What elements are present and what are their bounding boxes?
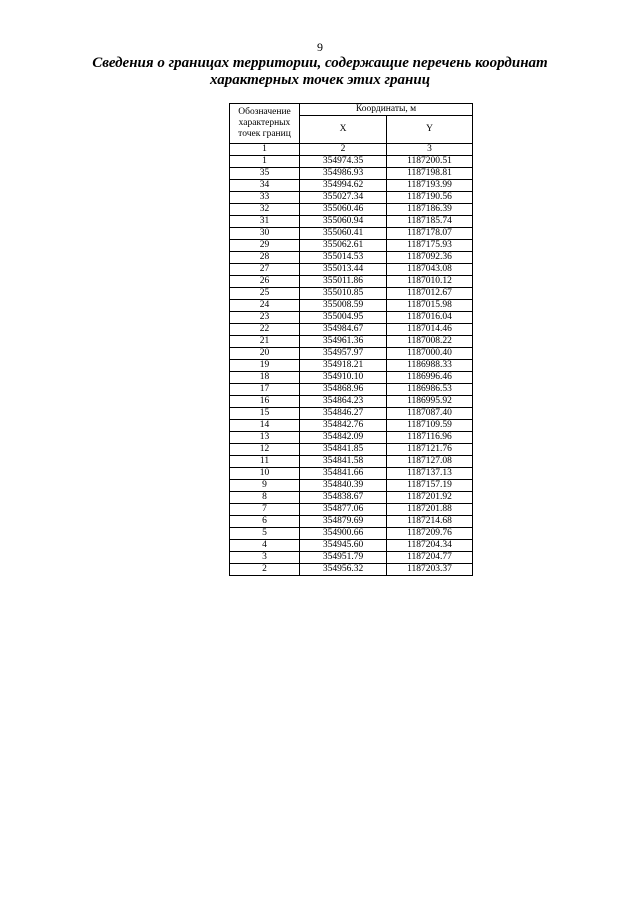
table-row bbox=[230, 312, 473, 324]
table-row bbox=[230, 516, 473, 528]
x-coordinate-cell: 355010.85 bbox=[300, 288, 387, 300]
y-coordinate-cell: 1187193.99 bbox=[387, 180, 473, 192]
y-coordinate-cell: 1187016.04 bbox=[387, 312, 473, 324]
point-number-cell: 12 bbox=[230, 444, 300, 456]
y-coordinate-cell: 1186988.33 bbox=[387, 360, 473, 372]
point-number-cell: 24 bbox=[230, 300, 300, 312]
point-number-cell: 3 bbox=[230, 552, 300, 564]
table-row bbox=[230, 372, 473, 384]
point-number-cell: 19 bbox=[230, 360, 300, 372]
x-coordinate-cell: 354864.23 bbox=[300, 396, 387, 408]
table-row bbox=[230, 456, 473, 468]
y-coordinate-cell: 1187198.81 bbox=[387, 168, 473, 180]
point-number-cell: 34 bbox=[230, 180, 300, 192]
table-row bbox=[230, 264, 473, 276]
table-row bbox=[230, 288, 473, 300]
point-number-cell: 4 bbox=[230, 540, 300, 552]
x-coordinate-cell: 354984.67 bbox=[300, 324, 387, 336]
x-coordinate-cell: 354957.97 bbox=[300, 348, 387, 360]
y-coordinate-cell: 1186986.53 bbox=[387, 384, 473, 396]
x-coordinate-cell: 354841.66 bbox=[300, 468, 387, 480]
x-coordinate-cell: 354842.09 bbox=[300, 432, 387, 444]
y-coordinate-cell: 1187092.36 bbox=[387, 252, 473, 264]
point-number-cell: 21 bbox=[230, 336, 300, 348]
x-coordinate-cell: 355027.34 bbox=[300, 192, 387, 204]
column-number: 1 bbox=[230, 144, 300, 156]
y-coordinate-cell: 1187015.98 bbox=[387, 300, 473, 312]
table-row bbox=[230, 564, 473, 576]
x-coordinate-cell: 354961.36 bbox=[300, 336, 387, 348]
y-coordinate-cell: 1187014.46 bbox=[387, 324, 473, 336]
y-coordinate-cell: 1187109.59 bbox=[387, 420, 473, 432]
x-coordinate-cell: 354945.60 bbox=[300, 540, 387, 552]
x-coordinate-cell: 354986.93 bbox=[300, 168, 387, 180]
y-coordinate-cell: 1187116.96 bbox=[387, 432, 473, 444]
coordinates-table-body bbox=[230, 156, 473, 576]
y-coordinate-cell: 1187008.22 bbox=[387, 336, 473, 348]
table-row bbox=[230, 468, 473, 480]
x-coordinate-cell: 355004.95 bbox=[300, 312, 387, 324]
y-coordinate-cell: 1187012.67 bbox=[387, 288, 473, 300]
header-point-designation: Обозначение характерных точек границ bbox=[230, 104, 300, 144]
table-row bbox=[230, 228, 473, 240]
table-row bbox=[230, 216, 473, 228]
point-number-cell: 23 bbox=[230, 312, 300, 324]
y-coordinate-cell: 1187214.68 bbox=[387, 516, 473, 528]
coordinates-table-header bbox=[230, 104, 473, 156]
table-row bbox=[230, 420, 473, 432]
y-coordinate-cell: 1186996.46 bbox=[387, 372, 473, 384]
column-number: 2 bbox=[300, 144, 387, 156]
x-coordinate-cell: 355060.46 bbox=[300, 204, 387, 216]
header-x: X bbox=[300, 116, 387, 144]
point-number-cell: 11 bbox=[230, 456, 300, 468]
table-row bbox=[230, 156, 473, 168]
point-number-cell: 20 bbox=[230, 348, 300, 360]
x-coordinate-cell: 354877.06 bbox=[300, 504, 387, 516]
y-coordinate-cell: 1187087.40 bbox=[387, 408, 473, 420]
table-row bbox=[230, 348, 473, 360]
table-row bbox=[230, 540, 473, 552]
point-number-cell: 35 bbox=[230, 168, 300, 180]
y-coordinate-cell: 1187204.34 bbox=[387, 540, 473, 552]
header-coordinates: Координаты, м bbox=[300, 104, 473, 116]
header-row-1 bbox=[230, 104, 473, 116]
point-number-cell: 16 bbox=[230, 396, 300, 408]
x-coordinate-cell: 354956.32 bbox=[300, 564, 387, 576]
x-coordinate-cell: 354868.96 bbox=[300, 384, 387, 396]
table-row bbox=[230, 336, 473, 348]
document-title-line-1: Сведения о границах территории, содержащие перечень координат bbox=[92, 55, 548, 71]
y-coordinate-cell: 1187127.08 bbox=[387, 456, 473, 468]
point-number-cell: 18 bbox=[230, 372, 300, 384]
table-row bbox=[230, 396, 473, 408]
y-coordinate-cell: 1187200.51 bbox=[387, 156, 473, 168]
column-number-row bbox=[230, 144, 473, 156]
y-coordinate-cell: 1187201.92 bbox=[387, 492, 473, 504]
table-row bbox=[230, 552, 473, 564]
point-number-cell: 33 bbox=[230, 192, 300, 204]
table-row bbox=[230, 192, 473, 204]
point-number-cell: 10 bbox=[230, 468, 300, 480]
x-coordinate-cell: 354918.21 bbox=[300, 360, 387, 372]
y-coordinate-cell: 1187175.93 bbox=[387, 240, 473, 252]
y-coordinate-cell: 1187000.40 bbox=[387, 348, 473, 360]
point-number-cell: 22 bbox=[230, 324, 300, 336]
x-coordinate-cell: 354910.10 bbox=[300, 372, 387, 384]
table-row bbox=[230, 180, 473, 192]
point-number-cell: 25 bbox=[230, 288, 300, 300]
table-row bbox=[230, 300, 473, 312]
y-coordinate-cell: 1187186.39 bbox=[387, 204, 473, 216]
table-row bbox=[230, 492, 473, 504]
document-title bbox=[80, 55, 560, 89]
point-number-cell: 7 bbox=[230, 504, 300, 516]
table-row bbox=[230, 168, 473, 180]
point-number-cell: 15 bbox=[230, 408, 300, 420]
x-coordinate-cell: 354840.39 bbox=[300, 480, 387, 492]
x-coordinate-cell: 355060.94 bbox=[300, 216, 387, 228]
x-coordinate-cell: 355060.41 bbox=[300, 228, 387, 240]
point-number-cell: 13 bbox=[230, 432, 300, 444]
column-number: 3 bbox=[387, 144, 473, 156]
x-coordinate-cell: 355013.44 bbox=[300, 264, 387, 276]
table-row bbox=[230, 408, 473, 420]
y-coordinate-cell: 1187137.13 bbox=[387, 468, 473, 480]
x-coordinate-cell: 354951.79 bbox=[300, 552, 387, 564]
y-coordinate-cell: 1187121.76 bbox=[387, 444, 473, 456]
x-coordinate-cell: 354846.27 bbox=[300, 408, 387, 420]
y-coordinate-cell: 1187209.76 bbox=[387, 528, 473, 540]
y-coordinate-cell: 1187010.12 bbox=[387, 276, 473, 288]
y-coordinate-cell: 1187185.74 bbox=[387, 216, 473, 228]
y-coordinate-cell: 1187201.88 bbox=[387, 504, 473, 516]
x-coordinate-cell: 354879.69 bbox=[300, 516, 387, 528]
point-number-cell: 2 bbox=[230, 564, 300, 576]
x-coordinate-cell: 354994.62 bbox=[300, 180, 387, 192]
table-row bbox=[230, 360, 473, 372]
x-coordinate-cell: 355014.53 bbox=[300, 252, 387, 264]
y-coordinate-cell: 1187190.56 bbox=[387, 192, 473, 204]
point-number-cell: 6 bbox=[230, 516, 300, 528]
point-number-cell: 32 bbox=[230, 204, 300, 216]
x-coordinate-cell: 355062.61 bbox=[300, 240, 387, 252]
y-coordinate-cell: 1187043.08 bbox=[387, 264, 473, 276]
coordinates-table bbox=[229, 103, 473, 576]
header-y: Y bbox=[387, 116, 473, 144]
x-coordinate-cell: 354838.67 bbox=[300, 492, 387, 504]
table-row bbox=[230, 504, 473, 516]
point-number-cell: 8 bbox=[230, 492, 300, 504]
document-title-line-2: характерных точек этих границ bbox=[209, 72, 431, 88]
page-number: 9 bbox=[317, 40, 323, 54]
table-row bbox=[230, 444, 473, 456]
x-coordinate-cell: 354900.66 bbox=[300, 528, 387, 540]
table-row bbox=[230, 384, 473, 396]
y-coordinate-cell: 1187157.19 bbox=[387, 480, 473, 492]
table-row bbox=[230, 252, 473, 264]
point-number-cell: 31 bbox=[230, 216, 300, 228]
x-coordinate-cell: 355008.59 bbox=[300, 300, 387, 312]
table-row bbox=[230, 432, 473, 444]
table-row bbox=[230, 480, 473, 492]
x-coordinate-cell: 354842.76 bbox=[300, 420, 387, 432]
y-coordinate-cell: 1186995.92 bbox=[387, 396, 473, 408]
x-coordinate-cell: 354841.85 bbox=[300, 444, 387, 456]
point-number-cell: 5 bbox=[230, 528, 300, 540]
table-row bbox=[230, 324, 473, 336]
point-number-cell: 17 bbox=[230, 384, 300, 396]
table-row bbox=[230, 240, 473, 252]
y-coordinate-cell: 1187204.77 bbox=[387, 552, 473, 564]
table-row bbox=[230, 204, 473, 216]
y-coordinate-cell: 1187203.37 bbox=[387, 564, 473, 576]
point-number-cell: 9 bbox=[230, 480, 300, 492]
x-coordinate-cell: 354974.35 bbox=[300, 156, 387, 168]
y-coordinate-cell: 1187178.07 bbox=[387, 228, 473, 240]
table-row bbox=[230, 276, 473, 288]
x-coordinate-cell: 354841.58 bbox=[300, 456, 387, 468]
x-coordinate-cell: 355011.86 bbox=[300, 276, 387, 288]
point-number-cell: 27 bbox=[230, 264, 300, 276]
point-number-cell: 29 bbox=[230, 240, 300, 252]
point-number-cell: 26 bbox=[230, 276, 300, 288]
point-number-cell: 30 bbox=[230, 228, 300, 240]
point-number-cell: 1 bbox=[230, 156, 300, 168]
point-number-cell: 14 bbox=[230, 420, 300, 432]
point-number-cell: 28 bbox=[230, 252, 300, 264]
table-row bbox=[230, 528, 473, 540]
